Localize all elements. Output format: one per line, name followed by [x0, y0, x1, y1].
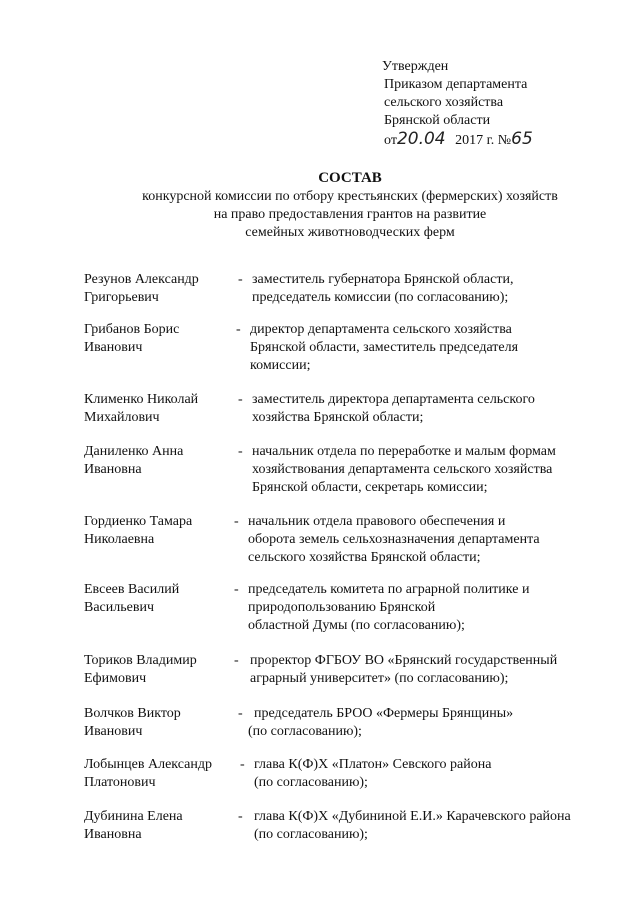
- subtitle-line-1: конкурсной комиссии по отбору крестьянских (фермерских) хозяйств: [142, 189, 558, 204]
- approval-line-order: Приказом департамента: [384, 77, 528, 92]
- dash-separator: -: [236, 322, 241, 337]
- dash-separator: -: [234, 653, 239, 668]
- approval-line-dept: сельского хозяйства: [384, 95, 504, 110]
- approval-line-region: Брянской области: [384, 113, 491, 128]
- handwritten-order-number: 65: [511, 129, 533, 149]
- dash-separator: -: [234, 582, 239, 597]
- approval-stamp-block: [382, 58, 533, 150]
- member-name: Волчков Виктор Иванович: [84, 706, 181, 739]
- dash-separator: -: [240, 757, 245, 772]
- document-title: СОСТАВ: [318, 170, 382, 186]
- member-role: глава К(Ф)Х «Платон» Севского района (по согласованию);: [254, 757, 492, 790]
- member-name: Дубинина Елена Ивановна: [84, 809, 183, 842]
- member-role: проректор ФГБОУ ВО «Брянский государственный аграрный университет» (по согласованию);: [250, 653, 558, 686]
- member-name: Ториков Владимир Ефимович: [84, 653, 197, 686]
- member-role: глава К(Ф)Х «Дубининой Е.И.» Карачевского района (по согласованию);: [254, 809, 571, 842]
- approval-line-approved: Утвержден: [382, 59, 449, 74]
- subtitle-line-3: семейных животноводческих ферм: [245, 225, 455, 240]
- member-role: председатель БРОО «Фермеры Брянщины» (по согласованию);: [248, 706, 514, 739]
- member-name: Лобынцев Александр Платонович: [84, 757, 212, 790]
- handwritten-date: 20.04: [396, 129, 446, 149]
- dash-separator: -: [238, 444, 243, 459]
- member-role: председатель комитета по аграрной политике и природопользованию Брянской областной Думы (по согласованию);: [248, 582, 530, 633]
- order-year-label: 2017 г. №: [455, 133, 512, 148]
- approval-line-date: [384, 130, 533, 150]
- member-role: начальник отдела по переработке и малым формам хозяйствования департамента сельского хозяйства Брянской области, секретарь комиссии;: [252, 444, 556, 495]
- subtitle-line-2: на право предоставления грантов на развитие: [213, 207, 487, 222]
- member-name: Резунов Александр Григорьевич: [84, 272, 199, 305]
- member-name: Даниленко Анна Ивановна: [84, 444, 184, 477]
- member-role: заместитель директора департамента сельского хозяйства Брянской области;: [252, 392, 535, 425]
- member-name: Грибанов Борис Иванович: [84, 322, 180, 355]
- member-role: начальник отдела правового обеспечения и оборота земель сельхозназначения департамента сельского хозяйства Брянской области;: [248, 514, 540, 565]
- member-name: Гордиенко Тамара Николаевна: [84, 514, 193, 547]
- dash-separator: -: [234, 514, 239, 529]
- dash-separator: -: [238, 706, 243, 721]
- dash-separator: -: [238, 809, 243, 824]
- member-role: директор департамента сельского хозяйства Брянской области, заместитель председателя комиссии;: [250, 322, 519, 373]
- document-heading: [60, 168, 640, 242]
- member-name: Евсеев Василий Васильевич: [84, 582, 180, 615]
- dash-separator: -: [238, 392, 243, 407]
- dash-separator: -: [238, 272, 243, 287]
- member-name: Клименко Николай Михайлович: [84, 392, 199, 425]
- member-role: заместитель губернатора Брянской области, председатель комиссии (по согласованию);: [252, 272, 514, 305]
- date-prefix: от: [384, 133, 397, 148]
